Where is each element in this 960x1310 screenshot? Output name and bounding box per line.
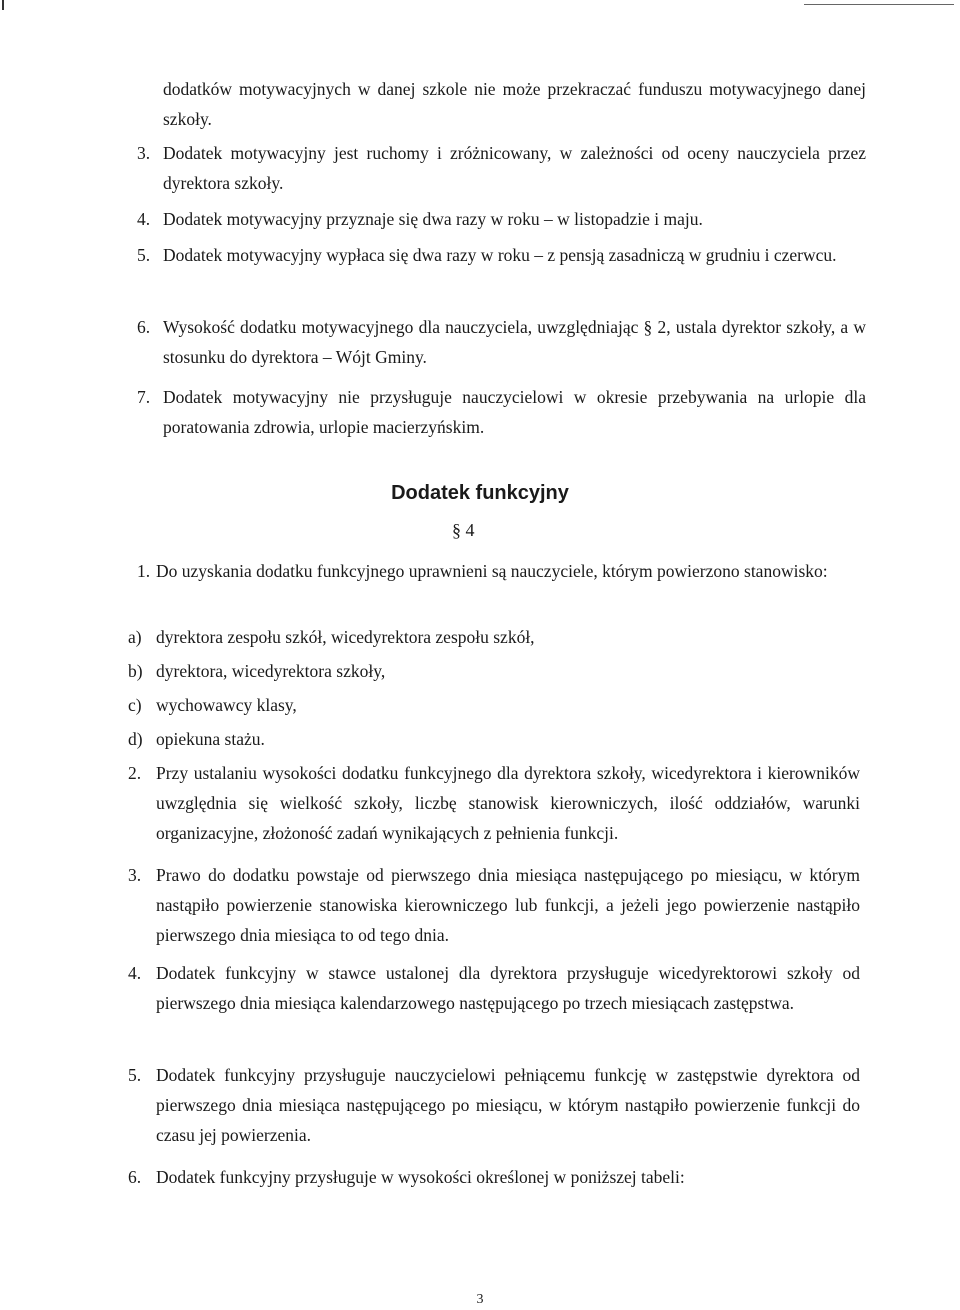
motivational-item-5: Dodatek motywacyjny wypłaca się dwa razy w roku – z pensją zasadniczą w grudniu i czerwcu.: [163, 245, 837, 265]
motivational-item-4: Dodatek motywacyjny przyznaje się dwa razy w roku – w listopadzie i maju.: [163, 209, 703, 229]
item-number: 7.: [137, 387, 151, 407]
section-mark: § 4: [452, 520, 475, 540]
item-number: 4.: [128, 963, 142, 983]
item-number: 6.: [128, 1167, 142, 1187]
item-number: 2.: [128, 763, 142, 783]
item-number: 3.: [128, 865, 142, 885]
motivational-item-3: Dodatek motywacyjny jest ruchomy i zróżnicowany, w zależności od oceny nauczyciela przez dyrektora szkoły.: [163, 143, 866, 193]
position-a: dyrektora zespołu szkół, wicedyrektora zespołu szkół,: [156, 627, 535, 647]
position-letter: a): [128, 627, 142, 647]
item-number: 1.: [137, 561, 151, 581]
item-number: 4.: [137, 209, 151, 229]
functional-item-5: Dodatek funkcyjny przysługuje nauczycielowi pełniącemu funkcję w zastępstwie dyrektora od pierwszego dnia miesiąca następującego po miesiącu, w którym nastąpiło powierzenie funkcji do czasu jej powierzenia.: [156, 1065, 860, 1145]
functional-item-1: Do uzyskania dodatku funkcyjnego uprawnieni są nauczyciele, którym powierzono stanowisko:: [156, 561, 828, 581]
page-number: 3: [476, 1292, 484, 1307]
position-d: opiekuna stażu.: [156, 729, 265, 749]
functional-item-3: Prawo do dodatku powstaje od pierwszego dnia miesiąca następującego po miesiącu, w którym nastąpiło powierzenie stanowiska kierowniczego lub funkcji, a jeżeli jego powierzenie nastąpiło pierwszego dnia miesiąca to od tego dnia.: [156, 865, 860, 945]
section-heading: Dodatek funkcyjny: [391, 482, 569, 504]
functional-item-6: Dodatek funkcyjny przysługuje w wysokości określonej w poniższej tabeli:: [156, 1167, 685, 1187]
position-letter: b): [128, 661, 143, 681]
item-number: 3.: [137, 143, 151, 163]
position-letter: c): [128, 695, 142, 715]
motivational-item-6: Wysokość dodatku motywacyjnego dla nauczyciela, uwzględniając § 2, ustala dyrektor szkoły, a w stosunku do dyrektora – Wójt Gminy.: [163, 317, 866, 367]
item-number: 6.: [137, 317, 151, 337]
item-number: 5.: [137, 245, 151, 265]
motivational-item-7: Dodatek motywacyjny nie przysługuje nauczycielowi w okresie przebywania na urlopie dla poratowania zdrowia, urlopie macierzyńskim.: [163, 387, 866, 437]
position-letter: d): [128, 729, 143, 749]
position-c: wychowawcy klasy,: [156, 695, 297, 715]
functional-item-4: Dodatek funkcyjny w stawce ustalonej dla dyrektora przysługuje wicedyrektorowi szkoły od pierwszego dnia miesiąca kalendarzowego następującego po trzech miesiącach zastępstwa.: [156, 963, 860, 1013]
item-number: 5.: [128, 1065, 142, 1085]
functional-item-2: Przy ustalaniu wysokości dodatku funkcyjnego dla dyrektora szkoły, wicedyrektora i kierowników uwzględnia się wielkość szkoły, liczbę stanowisk kierowniczych, ilość oddziałów, warunki organizacyjne, złożoność zadań wynikających z pełnienia funkcji.: [156, 763, 860, 843]
intro-paragraph: dodatków motywacyjnych w danej szkole nie może przekraczać funduszu motywacyjnego danej szkoły.: [163, 79, 866, 129]
position-b: dyrektora, wicedyrektora szkoły,: [156, 661, 386, 681]
